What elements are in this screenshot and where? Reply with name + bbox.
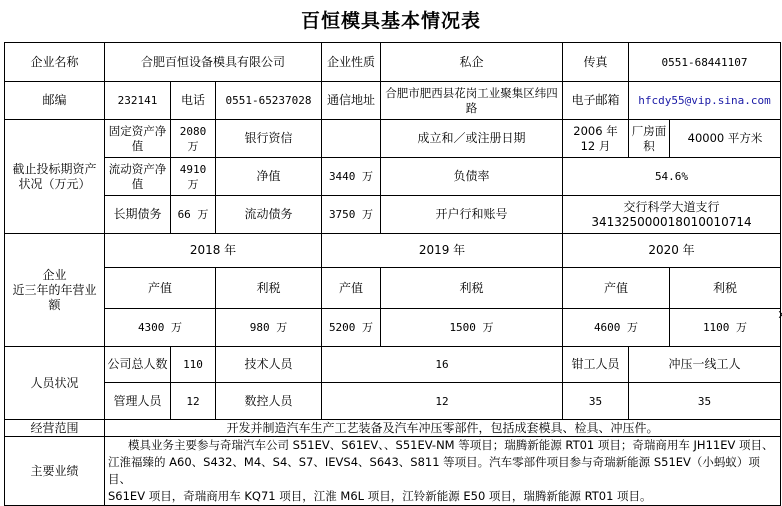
- mgmt-staff-label: 管理人员: [105, 383, 171, 420]
- fixed-assets-label: 固定资产净值: [105, 120, 171, 158]
- fitter-label: 钳工人员: [563, 347, 629, 383]
- revenue-label-line1: 企业: [42, 267, 67, 282]
- output-2019: 5200 万: [322, 309, 381, 347]
- page-title: 百恒模具基本情况表: [300, 10, 481, 32]
- phone-label: 电话: [171, 82, 216, 120]
- company-nature-label: 企业性质: [322, 43, 381, 82]
- founded-value: 2006 年 12 月: [563, 120, 629, 158]
- press-worker-value: 35: [629, 383, 781, 420]
- phone-value: 0551-65237028: [216, 82, 322, 120]
- tax-2018: 980 万: [216, 309, 322, 347]
- row-revenue-headers: [5, 268, 781, 309]
- net-value-label: 净值: [216, 158, 322, 196]
- assets-section-label: 截止投标期资产状况（万元）: [5, 120, 105, 234]
- revenue-section-label: [5, 234, 105, 347]
- bank-branch: 交行科学大道支行: [623, 199, 720, 214]
- company-name-value: 合肥百恒设备模具有限公司: [105, 43, 322, 82]
- row-assets-2: [5, 158, 781, 196]
- main-business-line1: 模具业务主要参与奇瑞汽车公司 S51EV、S61EV、、S51EV-NM 等项目；瑞腾新能源 RT01 项目；奇瑞商用车 JH11EV 项目、: [128, 438, 774, 452]
- row-scope: [5, 420, 781, 437]
- tech-staff-label: 技术人员: [216, 347, 322, 383]
- email-label: 电子邮箱: [563, 82, 629, 120]
- tax-header-2020: 利税: [670, 268, 781, 309]
- founded-label: 成立和／或注册日期: [381, 120, 563, 158]
- output-header-2020: 产值: [563, 268, 670, 309]
- row-company: [5, 43, 781, 82]
- row-assets-1: [5, 120, 781, 158]
- fixed-assets-value: 2080 万: [171, 120, 216, 158]
- tech-staff-value: 16: [322, 347, 563, 383]
- output-2018: 4300 万: [105, 309, 216, 347]
- mgmt-staff-value: 12: [171, 383, 216, 420]
- output-header-2018: 产值: [105, 268, 216, 309]
- revenue-label-line2: 近三年的年营业额: [12, 282, 97, 312]
- row-main-business: [5, 437, 781, 506]
- long-debt-label: 长期债务: [105, 196, 171, 234]
- address-value: 合肥市肥西县花岗工业聚集区纬四路: [381, 82, 563, 120]
- current-debt-value: 3750 万: [322, 196, 381, 234]
- output-2020: 4600 万: [563, 309, 670, 347]
- year-2018: 2018 年: [105, 234, 322, 268]
- tax-2020: 1100 万: [670, 309, 781, 347]
- address-label: 通信地址: [322, 82, 381, 120]
- current-debt-label: 流动债务: [216, 196, 322, 234]
- bank-account-value: [563, 196, 781, 234]
- main-business-label: 主要业绩: [5, 437, 105, 506]
- row-revenue-years: [5, 234, 781, 268]
- main-business-text: [105, 437, 781, 506]
- nc-staff-label: 数控人员: [216, 383, 322, 420]
- current-assets-value: 4910 万: [171, 158, 216, 196]
- year-2019: 2019 年: [322, 234, 563, 268]
- year-2020: 2020 年: [563, 234, 781, 268]
- company-name-label: 企业名称: [5, 43, 105, 82]
- bank-account-label: 开户行和账号: [381, 196, 563, 234]
- row-assets-3: [5, 196, 781, 234]
- main-business-line3: S61EV 项目，奇瑞商用车 KQ71 项目，江淮 M6L 项目，江铃新能源 E50 项目，瑞腾新能源 RT01 项目。: [108, 489, 652, 503]
- debt-ratio-value: 54.6%: [563, 158, 781, 196]
- tax-header-2019: 利税: [381, 268, 563, 309]
- bank-credit-value: [322, 120, 381, 158]
- staff-section-label: 人员状况: [5, 347, 105, 420]
- bank-credit-label: 银行资信: [216, 120, 322, 158]
- net-value: 3440 万: [322, 158, 381, 196]
- plant-area-value: 40000 平方米: [670, 120, 781, 158]
- postcode-value: 232141: [105, 82, 171, 120]
- long-debt-value: 66 万: [171, 196, 216, 234]
- postcode-label: 邮编: [5, 82, 105, 120]
- main-business-line2: 江淮福臻的 A60、S432、M4、S4、S7、IEVS4、S643、S811 等项目。汽车零部件项目参与奇瑞新能源 S51EV（小蚂蚁）项目、: [108, 455, 760, 486]
- tax-header-2018: 利税: [216, 268, 322, 309]
- plant-area-label: 厂房面积: [629, 120, 670, 158]
- row-revenue-values: [5, 309, 781, 347]
- total-staff-label: 公司总人数: [105, 347, 171, 383]
- row-staff-1: [5, 347, 781, 383]
- company-info-table: [4, 42, 781, 506]
- debt-ratio-label: 负债率: [381, 158, 563, 196]
- row-contact: [5, 82, 781, 120]
- fitter-value: 35: [563, 383, 629, 420]
- current-assets-label: 流动资产净值: [105, 158, 171, 196]
- fax-value: 0551-68441107: [629, 43, 781, 82]
- nc-staff-value: 12: [322, 383, 563, 420]
- total-staff-value: 110: [171, 347, 216, 383]
- tax-2019: 1500 万: [381, 309, 563, 347]
- fax-label: 传真: [563, 43, 629, 82]
- row-staff-2: [5, 383, 781, 420]
- bank-account-number: 341325000018010010714: [591, 214, 752, 229]
- output-header-2019: 产值: [322, 268, 381, 309]
- press-worker-label: 冲压一线工人: [629, 347, 781, 383]
- scope-value: 开发并制造汽车生产工艺装备及汽车冲压零部件，包括成套模具、检具、冲压件。: [105, 420, 781, 437]
- scope-label: 经营范围: [5, 420, 105, 437]
- email-link[interactable]: hfcdy55@vip.sina.com: [638, 94, 771, 107]
- company-nature-value: 私企: [381, 43, 563, 82]
